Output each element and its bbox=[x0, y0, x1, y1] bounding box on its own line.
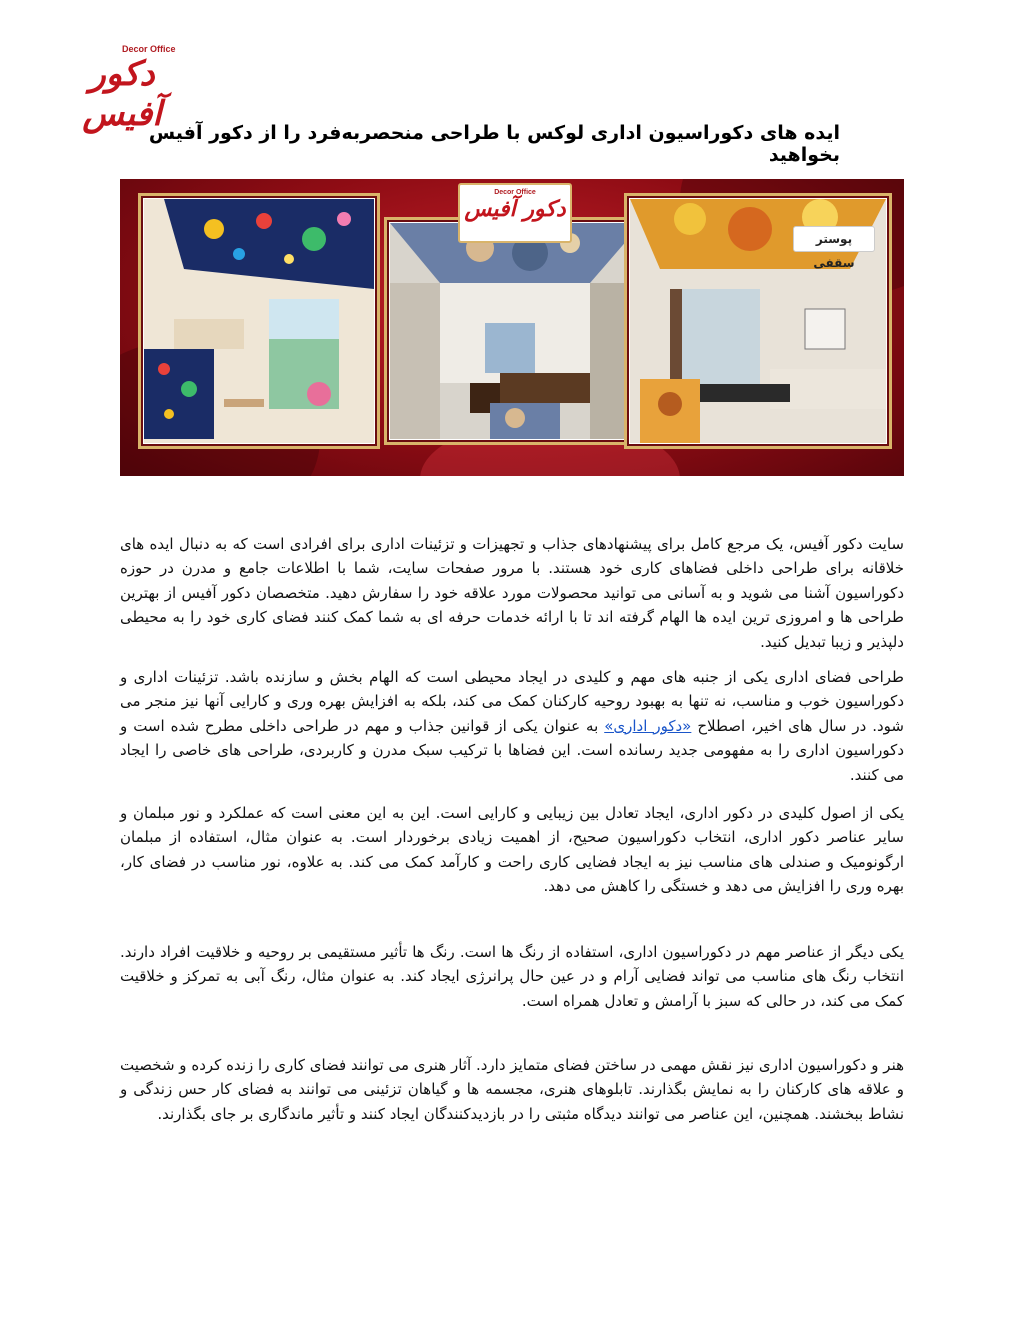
paragraph-3 bbox=[120, 801, 904, 899]
paragraph-2-text-a: طراحی فضای اداری یکی از جنبه های مهم و کلیدی در ایجاد محیطی است که الهام بخش و سازنده باشد. تزئینات اداری و دکوراسیون خوب و مناسب، نه تنها به بهبود روحیه کارکنان کمک می کند، بلکه به افزایش بهره وری و کارایی آنها نیز منجر می شود. در سال های اخیر، اصطلاح bbox=[120, 668, 905, 735]
poster-ceiling-tag: پوستر سقفی bbox=[793, 226, 875, 252]
paragraph-5-text: هنر و دکوراسیون اداری نیز نقش مهمی در ساختن فضای متمایز دارد. آثار هنری می توانند فضای کاری را زنده کرده و شخصیت و علاقه های کارکنان را به نمایش بگذارند. تابلوهای هنری، مجسمه ها و گیاهان تزئینی می توانند به فضای کار حس زندگی و نشاط ببخشند. همچنین، این عناصر می توانند دیدگاه مثبتی را در بازدیدکنندگان ایجاد کنند و تأثیر ماندگاری بر جای بگذارند. bbox=[120, 1056, 904, 1123]
paragraph-4-text: یکی دیگر از عناصر مهم در دکوراسیون اداری، استفاده از رنگ ها است. رنگ ها تأثیر مستقیمی بر روحیه و خلاقیت افراد دارند. انتخاب رنگ های مناسب می تواند فضایی آرام و در عین حال پرانرژی ایجاد کند. به عنوان مثال، رنگ آبی به تمرکز و خلاقیت کمک می کند، در حالی که سبز با آرامش و تعادل همراه است. bbox=[120, 943, 904, 1010]
autumn-ceiling-living-room-image bbox=[624, 193, 892, 449]
logo-english-text: Decor Office bbox=[122, 44, 176, 54]
logo-persian-text: دکور آفیس bbox=[82, 54, 162, 134]
office-decor-link[interactable]: «دکور اداری» bbox=[604, 716, 692, 735]
banner-logo-badge bbox=[458, 183, 572, 243]
paragraph-2-text-b: به عنوان یکی از قوانین جذاب و مهم در طراحی داخلی مطرح شده است و دکوراسیون اداری را به مفهومی جدید رسانده است. این فضاها با ترکیب سبک مدرن و کاربردی، طراحی های خاصی را ایجاد می کنند. bbox=[120, 716, 904, 784]
hero-banner-image bbox=[120, 179, 904, 476]
paragraph-5 bbox=[120, 1053, 904, 1126]
page-title: ایده های دکوراسیون اداری لوکس با طراحی منحصربه‌فرد را از دکور آفیس بخواهید bbox=[148, 122, 840, 166]
classic-ceiling-office-image bbox=[384, 217, 648, 445]
space-ceiling-room-image bbox=[138, 193, 380, 449]
paragraph-1 bbox=[120, 532, 904, 654]
banner-logo-persian: دکور آفیس bbox=[464, 196, 566, 222]
paragraph-4 bbox=[120, 940, 904, 1013]
brand-logo[interactable] bbox=[52, 44, 192, 134]
paragraph-2-text bbox=[120, 665, 904, 787]
paragraph-3-text: یکی از اصول کلیدی در دکور اداری، ایجاد تعادل بین زیبایی و کارایی است. این به این معنی است که عملکرد و نور مبلمان و سایر عناصر دکور اداری، انتخاب دکوراسیون صحیح، از اهمیت زیادی برخوردار است. به عنوان مثال، استفاده از مبلمان ارگونومیک و صندلی های مناسب نیز به ایجاد فضایی کاری راحت و کارآمد کمک می کند. به علاوه، نور مناسب در فضای کار، بهره وری را افزایش می دهد و خستگی را کاهش می دهد. bbox=[120, 804, 904, 896]
banner-logo-english: Decor Office bbox=[494, 189, 536, 196]
paragraph-2 bbox=[120, 665, 904, 787]
paragraph-1-text: سایت دکور آفیس، یک مرجع کامل برای پیشنهادهای جذاب و تجهیزات و تزئینات اداری برای افرادی است که به دنبال ایده های خلاقانه برای طراحی داخلی فضاهای کاری خود هستند. با مرور صفحات سایت، شما با اطلاعات جامع و مدرن در حوزه دکوراسیون آشنا می شوید و به آسانی می توانید محصولات مورد علاقه خود را سفارش دهید. متخصصان دکور آفیس از بهترین طراحی ها و امروزی ترین ایده ها الهام گرفته اند تا با ارائه خدمات حرفه ای به شما کمک کنند فضای کاری خود را به محیطی دلپذیر و زیبا تبدیل کنید. bbox=[120, 535, 904, 651]
